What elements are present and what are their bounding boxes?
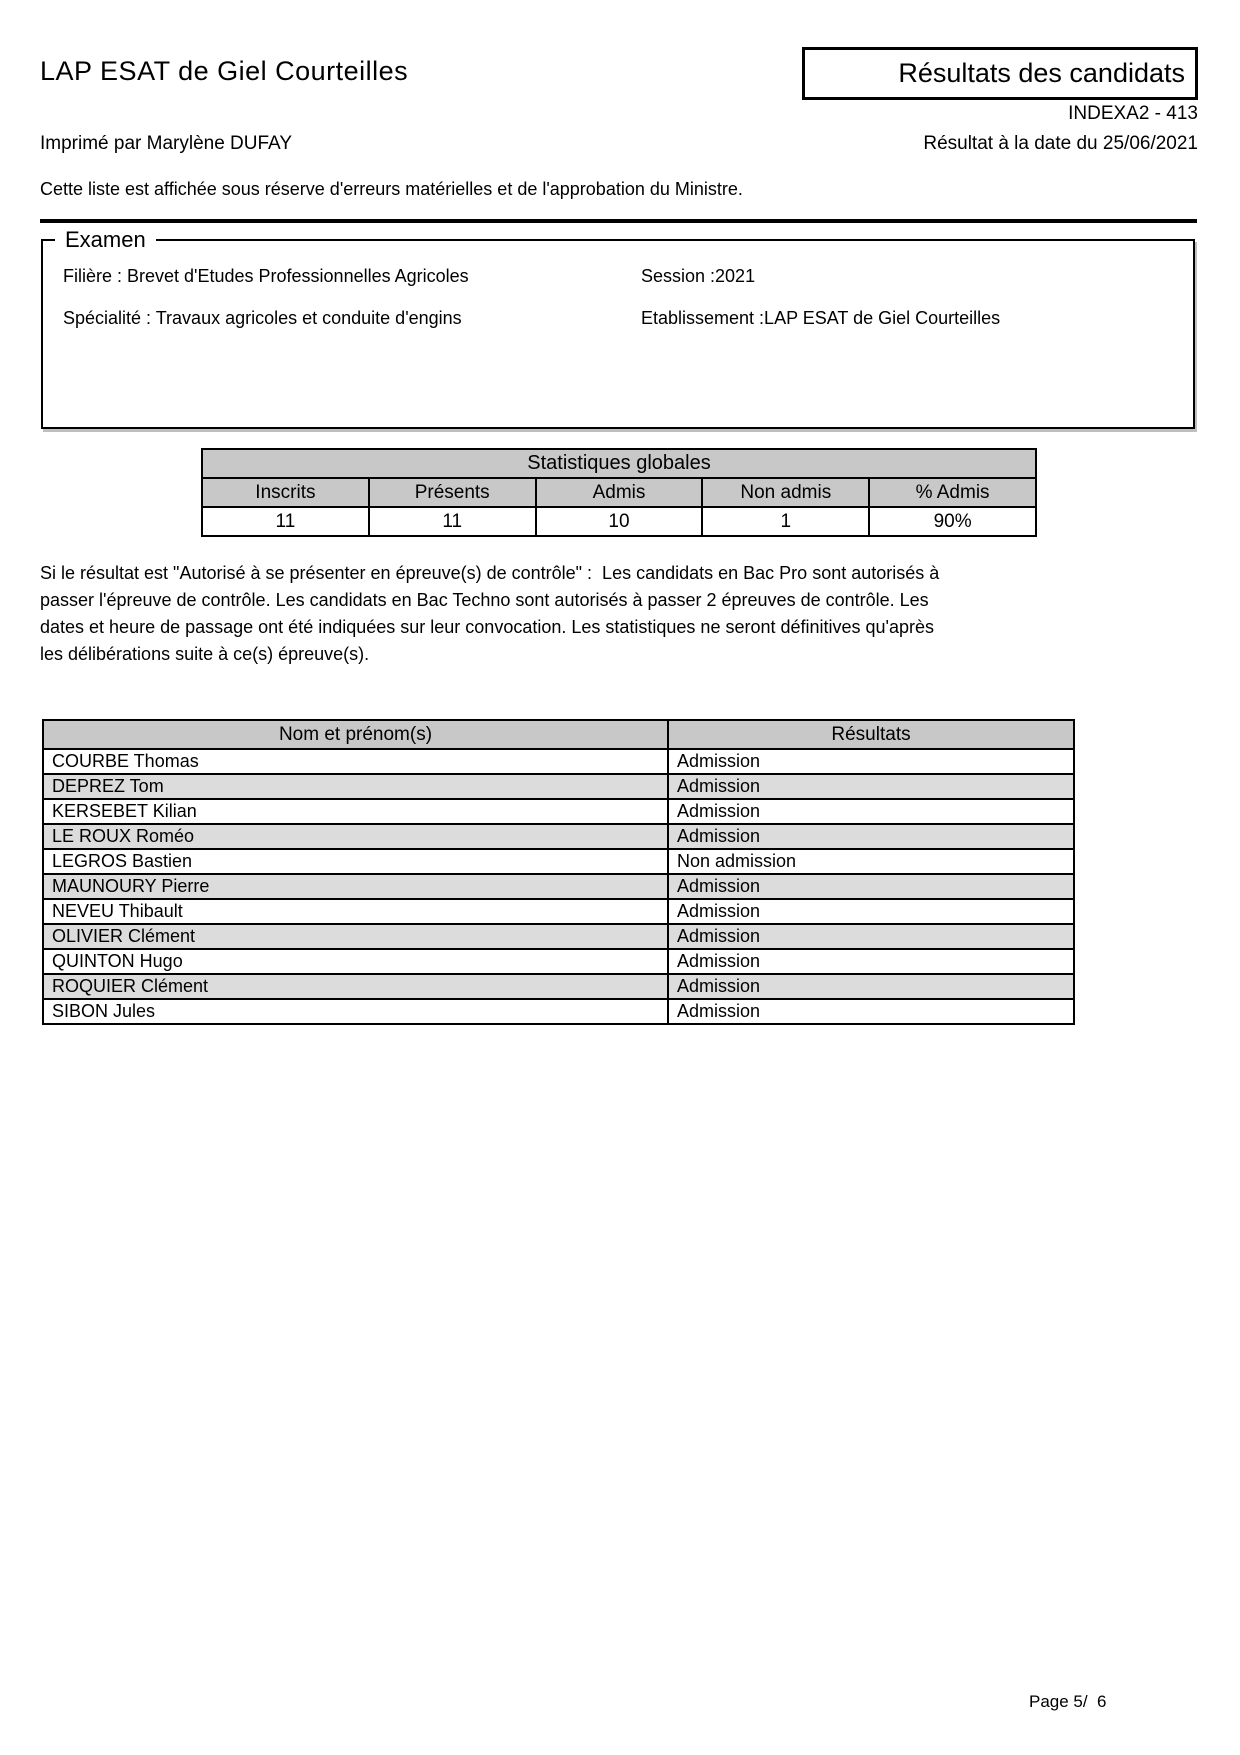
table-row	[43, 799, 1074, 824]
table-row	[43, 749, 1074, 774]
candidate-result-cell: Admission	[668, 824, 1074, 849]
candidate-name-cell: KERSEBET Kilian	[43, 799, 668, 824]
stats-title-row	[202, 449, 1036, 478]
table-row	[43, 874, 1074, 899]
filiere-field: Filière : Brevet d'Etudes Professionnelles Agricoles	[63, 266, 469, 286]
candidate-result-cell: Admission	[668, 999, 1074, 1024]
stats-header-cell: Inscrits	[202, 478, 369, 507]
table-row	[43, 824, 1074, 849]
candidate-name-cell: QUINTON Hugo	[43, 949, 668, 974]
stats-value-row	[202, 507, 1036, 536]
candidate-name-cell: DEPREZ Tom	[43, 774, 668, 799]
note-paragraph: Si le résultat est "Autorisé à se présenter en épreuve(s) de contrôle" : Les candidats en Bac Pro sont autorisés à passer l'épreuve de contrôle. Les candidats en Bac Techno sont autorisés à passer 2 épreuves de contrôle. Les dates et heure de passage ont été indiquées sur leur convocation. Les statistiques ne seront définitives qu'après les délibérations suite à ce(s) épreuve(s).	[40, 563, 945, 664]
stats-header-cell: Présents	[369, 478, 536, 507]
specialite-field: Spécialité : Travaux agricoles et conduite d'engins	[63, 308, 462, 328]
report-title: Résultats des candidats	[898, 58, 1185, 88]
results-header-name: Nom et prénom(s)	[43, 720, 668, 749]
table-row	[43, 849, 1074, 874]
candidate-result-cell: Admission	[668, 974, 1074, 999]
candidate-result-cell: Admission	[668, 799, 1074, 824]
candidate-name-cell: OLIVIER Clément	[43, 924, 668, 949]
table-row	[43, 899, 1074, 924]
school-name: LAP ESAT de Giel Courteilles	[40, 56, 409, 86]
stats-header-cell: % Admis	[869, 478, 1036, 507]
stats-title: Statistiques globales	[202, 449, 1036, 478]
stats-value-cell: 1	[702, 507, 869, 536]
form-code: INDEXA2 - 413	[1068, 103, 1198, 124]
candidate-result-cell: Admission	[668, 774, 1074, 799]
stats-header-cell: Non admis	[702, 478, 869, 507]
candidate-result-cell: Admission	[668, 874, 1074, 899]
candidate-name-cell: NEVEU Thibault	[43, 899, 668, 924]
results-table	[42, 719, 1075, 1025]
etablissement-field: Etablissement :LAP ESAT de Giel Courteilles	[641, 308, 1001, 328]
candidate-result-cell: Admission	[668, 924, 1074, 949]
results-header-result: Résultats	[668, 720, 1074, 749]
candidate-result-cell: Admission	[668, 949, 1074, 974]
exam-legend: Examen	[55, 227, 156, 253]
candidate-result-cell: Non admission	[668, 849, 1074, 874]
divider	[40, 219, 1197, 223]
table-row	[43, 949, 1074, 974]
table-row	[43, 924, 1074, 949]
report-title-box	[802, 47, 1198, 100]
table-row	[43, 974, 1074, 999]
stats-value-cell: 11	[369, 507, 536, 536]
printed-by: Imprimé par Marylène DUFAY	[40, 133, 292, 154]
page-number: Page 5/ 6	[1029, 1692, 1107, 1711]
disclaimer-text: Cette liste est affichée sous réserve d'erreurs matérielles et de l'approbation du Ministre.	[40, 179, 743, 199]
candidate-name-cell: COURBE Thomas	[43, 749, 668, 774]
stats-value-cell: 11	[202, 507, 369, 536]
candidate-result-cell: Admission	[668, 899, 1074, 924]
candidate-name-cell: LE ROUX Roméo	[43, 824, 668, 849]
stats-value-cell: 90%	[869, 507, 1036, 536]
table-row	[43, 774, 1074, 799]
result-date: Résultat à la date du 25/06/2021	[923, 133, 1198, 154]
print-info-row	[40, 133, 1198, 155]
candidate-name-cell: SIBON Jules	[43, 999, 668, 1024]
results-tbody	[43, 749, 1074, 1024]
stats-header-cell: Admis	[536, 478, 703, 507]
candidate-name-cell: MAUNOURY Pierre	[43, 874, 668, 899]
stats-header-row	[202, 478, 1036, 507]
table-row	[43, 999, 1074, 1024]
candidate-name-cell: LEGROS Bastien	[43, 849, 668, 874]
stats-value-cell: 10	[536, 507, 703, 536]
results-header-row	[43, 720, 1074, 749]
candidate-result-cell: Admission	[668, 749, 1074, 774]
session-field: Session :2021	[641, 266, 756, 286]
exam-section	[41, 227, 1195, 429]
candidate-name-cell: ROQUIER Clément	[43, 974, 668, 999]
stats-table	[201, 448, 1037, 537]
